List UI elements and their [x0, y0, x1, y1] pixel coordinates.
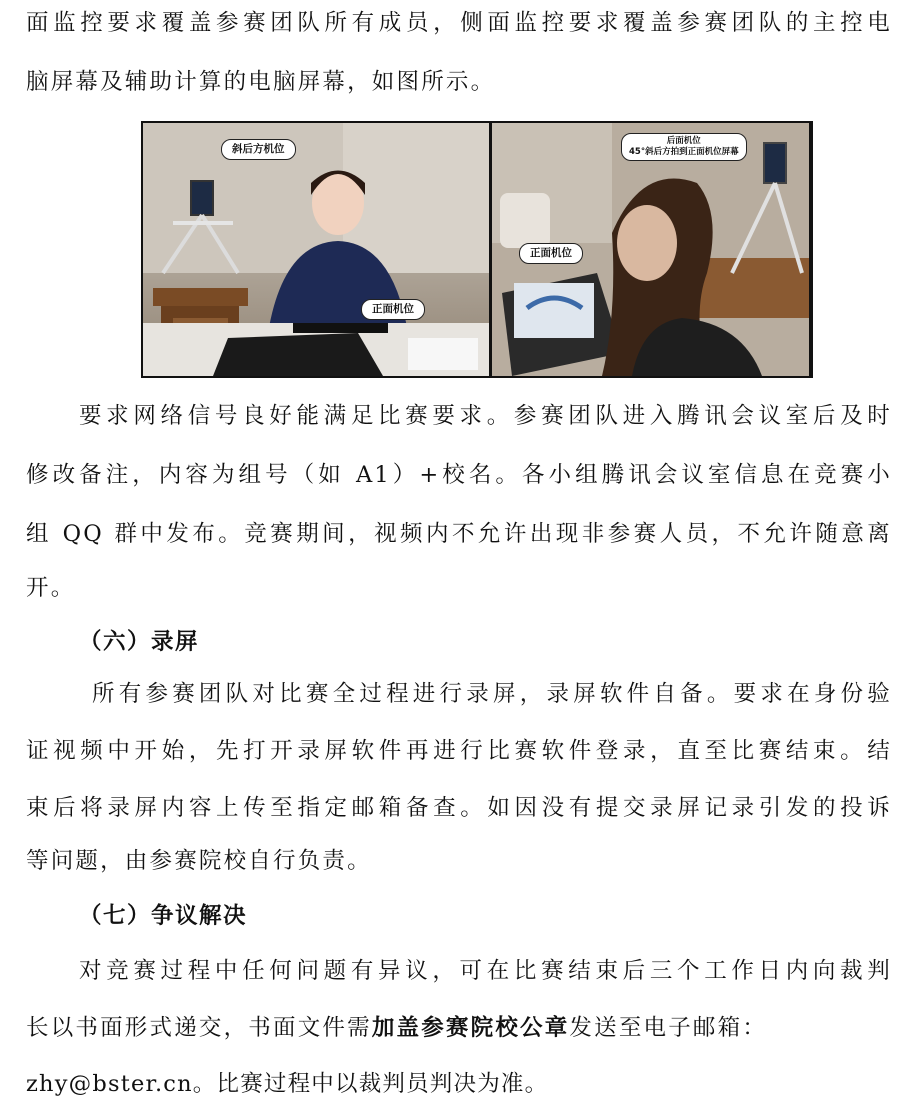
paragraph-line: 修改备注，内容为组号（如 A1）+校名。各小组腾讯会议室信息在竞赛小 [26, 462, 892, 488]
paragraph-line: 组 QQ 群中发布。竞赛期间，视频内不允许出现非参赛人员，不允许随意离 [26, 521, 892, 547]
paragraph-line-email: zhy@bster.cn。比赛过程中以裁判员判决为准。 [26, 1071, 549, 1097]
bold-text-segment: 加盖参赛院校公章 [371, 1015, 570, 1041]
side-view-illustration [143, 123, 489, 376]
photo-rear-camera-view [492, 123, 809, 376]
text-segment: 长以书面形式递交，书面文件需 [26, 1015, 372, 1041]
paragraph-line: 要求网络信号良好能满足比赛要求。参赛团队进入腾讯会议室后及时 [79, 403, 892, 429]
photo-side-camera-view [143, 123, 489, 376]
label-rear-camera-desc: 45°斜后方拍到正面机位屏幕 [629, 147, 739, 157]
paragraph-line: 等问题，由参赛院校自行负责。 [26, 848, 372, 874]
paragraph-line: 束后将录屏内容上传至指定邮箱备查。如因没有提交录屏记录引发的投诉 [26, 795, 892, 821]
section-heading: （七）争议解决 [79, 903, 248, 929]
paragraph-line [26, 1013, 892, 1043]
paragraph-line: 面监控要求覆盖参赛团队所有成员，侧面监控要求覆盖参赛团队的主控电 [26, 10, 892, 36]
paragraph-line: 证视频中开始，先打开录屏软件再进行比赛软件登录，直至比赛结束。结 [26, 738, 892, 764]
label-rear-camera [621, 133, 747, 161]
section-heading: （六）录屏 [79, 629, 200, 655]
paragraph-line: 脑屏幕及辅助计算的电脑屏幕，如图所示。 [26, 69, 496, 95]
label-rear-camera-title: 后面机位 [666, 136, 701, 146]
text-segment: 发送至电子邮箱： [569, 1015, 768, 1041]
label-front-camera-right: 正面机位 [519, 243, 583, 264]
paragraph-line: 对竞赛过程中任何问题有异议，可在比赛结束后三个工作日内向裁判 [79, 958, 892, 984]
label-front-camera: 正面机位 [361, 299, 425, 320]
paragraph-line: 开。 [26, 575, 76, 601]
paragraph-line: 所有参赛团队对比赛全过程进行录屏，录屏软件自备。要求在身份验 [92, 681, 892, 707]
label-rear-diagonal-camera: 斜后方机位 [221, 139, 296, 160]
camera-setup-figure [141, 121, 813, 378]
